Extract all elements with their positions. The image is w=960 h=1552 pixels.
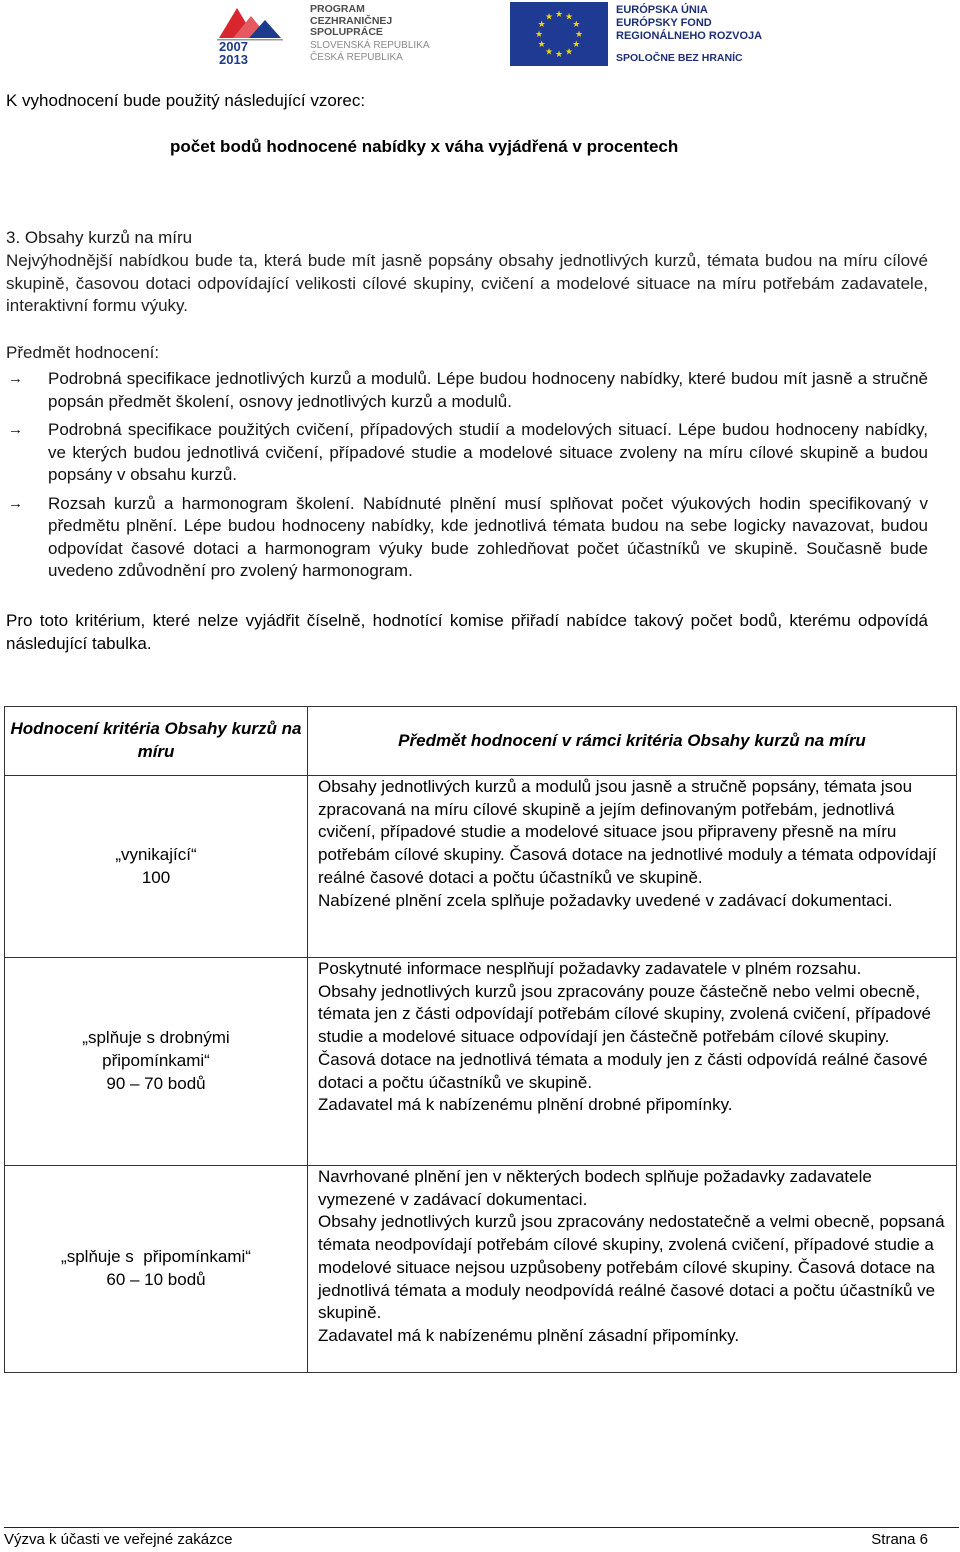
- program-logo: [215, 2, 475, 70]
- list-item: [6, 419, 928, 487]
- arrow-right-icon: →: [8, 421, 23, 438]
- list-item-text: Rozsah kurzů a harmonogram školení. Nabídnuté plnění musí splňovat počet výukových hodin specifikovaný v předmětu plnění. Lépe budou hodnoceny nabídky, kde jednotlivá témata budou na sebe logicky navazovat, budou odpovídat časové dotaci a harmonogram výuky bude zohledňovat počet účastníků ve skupině. Současně bude uvedeno zdůvodnění pro zvolený harmonogram.: [48, 493, 928, 580]
- eu-star-icon: ★: [537, 19, 546, 29]
- eu-star-icon: ★: [544, 11, 554, 22]
- eu-star-icon: ★: [574, 29, 584, 39]
- description-line: Obsahy jednotlivých kurzů jsou zpracovány nedostatečně a velmi obecně, popsaná témata neodpovídají potřebám cílové skupiny, zvolená cvičení, případové studie a modelové situace nejsou uzpůsobeny potřebám cílové skupiny. Časová dotace na jednotlivá témata a moduly neodpovídá reálné časové dotaci a počtu účastníků ve skupině.: [318, 1212, 945, 1323]
- page-number: Strana 6: [871, 1531, 928, 1548]
- rating-cell: [5, 958, 308, 1166]
- table-row: [5, 776, 957, 958]
- table-row: [5, 1166, 957, 1373]
- description-line: Obsahy jednotlivých kurzů jsou zpracovány pouze částečně nebo velmi obecně, témata jen z části odpovídají potřebám cílové skupiny, zvolená cvičení, případové studie a modelové situace odpovídají jen částečně potřebám cílové skupiny. Časová dotace na jednotlivá témata a moduly jen z části odpovídá reálné časové dotaci a počtu účastníků ve skupině.: [318, 981, 931, 1092]
- list-item-text: Podrobná specifikace použitých cvičení, případových studií a modelových situací. Lépe budou hodnoceny nabídky, ve kterých budou jednotlivá cvičení, případové studie a modelové situace zvoleny na míru cílové skupině a budou popsány v obsahu kurzů.: [48, 420, 928, 484]
- rating-cell: [5, 776, 308, 958]
- eu-star-icon: ★: [544, 46, 554, 57]
- rating-points: 100: [141, 867, 171, 887]
- footer-title: Výzva k účasti ve veřejné zakázce: [4, 1531, 233, 1548]
- list-item: [6, 493, 928, 583]
- eu-star-icon: ★: [572, 19, 581, 29]
- list-item: [6, 368, 928, 413]
- section-body: Nejvýhodnější nabídkou bude ta, která bude mít jasně popsány obsahy jednotlivých kurzů, témata budou na míru cílové skupině, časovou dotaci odpovídající velikosti cílové skupiny, cvičení a modelové situace na míru potřebám zadavatele, interaktivní formu výuky.: [6, 251, 928, 315]
- rating-label: „splňuje s připomínkami“: [61, 1247, 251, 1267]
- eu-star-icon: ★: [534, 29, 544, 39]
- table-header-subject: Předmět hodnocení v rámci kritéria Obsahy kurzů na míru: [308, 707, 957, 776]
- description-cell: [308, 776, 957, 958]
- rating-points: 60 – 10 bodů: [106, 1270, 206, 1289]
- table-header-rating: Hodnocení kritéria Obsahy kurzů na míru: [5, 707, 308, 776]
- scoring-paragraph: Pro toto kritérium, které nelze vyjádřit číselně, hodnotící komise přiřadí nabídce takový počet bodů, kterému odpovídá následující tabulka.: [6, 611, 928, 653]
- rating-points: 90 – 70 bodů: [106, 1073, 206, 1093]
- program-years: 2007 2013: [219, 39, 248, 67]
- description-cell: [308, 958, 957, 1166]
- table-header-row: [5, 707, 957, 776]
- rating-label: „vynikající“: [115, 844, 197, 864]
- eu-star-icon: ★: [537, 39, 546, 49]
- subject-label: Předmět hodnocení:: [6, 343, 160, 362]
- criteria-list: [6, 368, 928, 589]
- list-item-text: Podrobná specifikace jednotlivých kurzů a modulů. Lépe budou hodnoceny nabídky, které budou mít jasně a stručně popsán předmět školení, osnovy jednotlivých kurzů a modulů.: [48, 369, 928, 411]
- description-line: Zadavatel má k nabízenému plnění drobné připomínky.: [318, 1095, 733, 1115]
- footer-divider: [4, 1527, 959, 1528]
- eu-flag-icon: [510, 2, 608, 66]
- eu-star-icon: ★: [564, 46, 574, 57]
- program-title: PROGRAM CEZHRANIČNEJ SPOLUPRÁCE: [310, 3, 393, 38]
- eu-star-icon: ★: [554, 9, 564, 19]
- rating-label: „splňuje s drobnými připomínkami“: [82, 1028, 230, 1071]
- description-line: Nabízené plnění zcela splňuje požadavky uvedené v zadávací dokumentaci.: [318, 890, 893, 910]
- arrow-right-icon: →: [8, 494, 23, 512]
- rating-cell: [5, 1166, 308, 1373]
- eu-fund-title: EURÓPSKA ÚNIA EURÓPSKY FOND REGIONÁLNEHO ROZVOJA: [616, 4, 763, 42]
- description-line: Zadavatel má k nabízenému plnění zásadní připomínky.: [318, 1325, 740, 1345]
- eu-slogan: SPOLOČNE BEZ HRANÍC: [616, 52, 743, 64]
- table-row: [5, 958, 957, 1166]
- description-line: Obsahy jednotlivých kurzů a modulů jsou jasně a stručně popsány, témata jsou zpracovaná na míru cílové skupině a jejím definovaným potřebám, jednotlivá cvičení, případové studie a modelové situace jsou připraveny přesně na míru potřebám cílové skupiny. Časová dotace na jednotlivé moduly a témata odpovídají reálné časové dotaci a počtu účastníků ve skupině.: [318, 777, 937, 887]
- eu-star-icon: ★: [564, 11, 574, 22]
- description-cell: [308, 1166, 957, 1373]
- evaluation-table: [4, 706, 957, 1373]
- description-line: Poskytnuté informace nesplňují požadavky zadavatele v plném rozsahu.: [318, 959, 862, 978]
- formula-text: počet bodů hodnocené nabídky x váha vyjádřená v procentech: [170, 137, 679, 156]
- eu-star-icon: ★: [572, 39, 581, 49]
- section-title: 3. Obsahy kurzů na míru: [6, 228, 193, 247]
- arrow-right-icon: →: [8, 370, 23, 387]
- eu-star-icon: ★: [554, 49, 564, 59]
- program-countries: SLOVENSKÁ REPUBLIKA ČESKÁ REPUBLIKA: [310, 40, 430, 63]
- intro-text: K vyhodnocení bude použitý následující vzorec:: [6, 91, 366, 110]
- eu-logo: [510, 2, 790, 70]
- description-line: Navrhované plnění jen v některých bodech splňuje požadavky zadavatele vymezené v zadávací dokumentaci.: [318, 1167, 872, 1209]
